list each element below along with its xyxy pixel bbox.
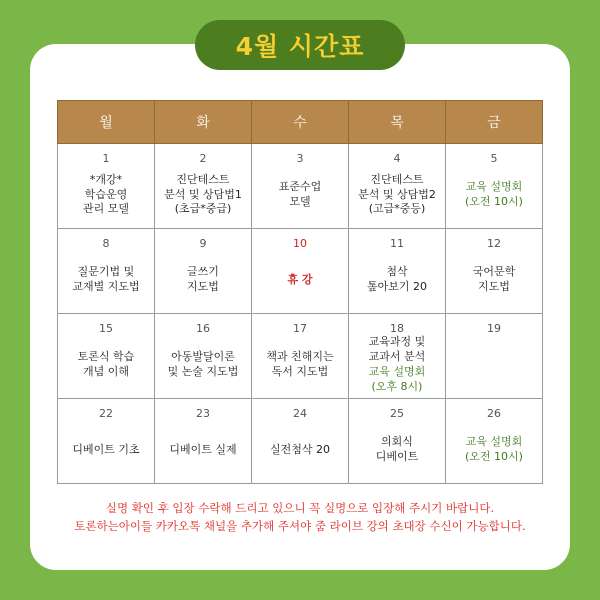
event-text: 및 논술 지도법 bbox=[167, 365, 239, 378]
event-text: *개강* bbox=[89, 172, 123, 186]
weekday-wed: 수 bbox=[252, 101, 349, 144]
day-number: 26 bbox=[487, 407, 501, 420]
day-cell bbox=[446, 144, 543, 229]
day-cell bbox=[58, 399, 155, 484]
event-text: (오전 10시) bbox=[465, 450, 523, 463]
event-text: (초급*중급) bbox=[174, 202, 232, 216]
event-text: 책과 친해지는 bbox=[266, 350, 334, 364]
event-text: 질문기법 및 bbox=[77, 265, 135, 279]
day-number: 1 bbox=[102, 152, 110, 165]
event-text: 아동발달이론 bbox=[171, 350, 235, 364]
day-number: 5 bbox=[490, 152, 498, 165]
day-number: 4 bbox=[393, 152, 401, 165]
day-number: 15 bbox=[99, 322, 113, 335]
day-number: 3 bbox=[296, 152, 304, 165]
weekday-fri: 금 bbox=[446, 101, 543, 144]
week-row bbox=[58, 144, 543, 229]
day-cell bbox=[446, 399, 543, 484]
event-text: (고급*중등) bbox=[368, 202, 426, 216]
event-text: 관리 모델 bbox=[82, 202, 129, 216]
event-text: 독서 지도법 bbox=[271, 365, 329, 378]
event-text: 토론식 학습 bbox=[77, 350, 135, 364]
schedule-body bbox=[58, 144, 543, 484]
day-cell bbox=[252, 314, 349, 399]
week-row bbox=[58, 229, 543, 314]
event-text: 의회식 bbox=[381, 435, 413, 449]
event-text: 개념 이해 bbox=[82, 365, 129, 378]
weekday-tue: 화 bbox=[155, 101, 252, 144]
day-cell bbox=[155, 399, 252, 484]
day-cell bbox=[349, 144, 446, 229]
day-number: 9 bbox=[199, 237, 207, 250]
day-number: 11 bbox=[390, 237, 404, 250]
week-row bbox=[58, 399, 543, 484]
event-text: 첨삭 bbox=[386, 265, 408, 279]
day-number: 19 bbox=[487, 322, 501, 335]
day-number: 8 bbox=[102, 237, 110, 250]
event-text: 진단테스트 bbox=[176, 172, 230, 186]
day-number: 2 bbox=[199, 152, 207, 165]
day-number: 22 bbox=[99, 407, 113, 420]
day-cell bbox=[58, 144, 155, 229]
event-text: 교육 설명회 bbox=[465, 435, 523, 449]
day-cell bbox=[155, 144, 252, 229]
day-number: 12 bbox=[487, 237, 501, 250]
day-cell bbox=[252, 229, 349, 314]
day-cell bbox=[349, 399, 446, 484]
day-number: 18 bbox=[390, 322, 404, 335]
notice-line-1: 실명 확인 후 입장 수락해 드리고 있으니 꼭 실명으로 입장해 주시기 바랍니다. bbox=[105, 501, 495, 515]
event-text: 교육 설명회 bbox=[465, 180, 523, 194]
event-text: 분석 및 상담법2 bbox=[358, 187, 436, 201]
day-cell bbox=[252, 399, 349, 484]
day-cell bbox=[155, 229, 252, 314]
day-number: 25 bbox=[390, 407, 404, 420]
day-cell bbox=[58, 314, 155, 399]
event-text: 교과서 분석 bbox=[368, 350, 426, 364]
day-cell bbox=[349, 314, 446, 399]
day-number: 10 bbox=[293, 237, 307, 250]
event-text: 모델 bbox=[289, 195, 311, 208]
event-text: 디베이트 실제 bbox=[169, 442, 237, 456]
day-number: 23 bbox=[196, 407, 210, 420]
event-text: 교육 설명회 bbox=[368, 365, 426, 378]
day-number: 16 bbox=[196, 322, 210, 335]
weekday-mon: 월 bbox=[58, 101, 155, 144]
event-text: (오전 10시) bbox=[465, 195, 523, 208]
notice-line-2: 토론하는아이들 카카오톡 채널을 추가해 주셔야 줌 라이브 강의 초대장 수신이 가능합니다. bbox=[74, 519, 526, 533]
event-text: 디베이트 기초 bbox=[72, 442, 140, 456]
schedule-table bbox=[57, 100, 543, 484]
event-text: 분석 및 상담법1 bbox=[164, 187, 242, 201]
weekday-thu: 목 bbox=[349, 101, 446, 144]
event-text: 진단테스트 bbox=[370, 172, 424, 186]
event-text: 실전첨삭 20 bbox=[270, 442, 330, 456]
day-cell bbox=[252, 144, 349, 229]
day-cell bbox=[446, 314, 543, 399]
event-text: 학습운영 bbox=[84, 187, 128, 201]
event-text: 국어문학 bbox=[472, 265, 516, 279]
event-text: 디베이트 bbox=[375, 450, 419, 463]
event-text: 글쓰기 bbox=[187, 265, 219, 279]
week-row bbox=[58, 314, 543, 399]
day-number: 24 bbox=[293, 407, 307, 420]
event-text: 교재별 지도법 bbox=[72, 280, 140, 293]
day-cell bbox=[155, 314, 252, 399]
day-cell bbox=[446, 229, 543, 314]
day-cell bbox=[349, 229, 446, 314]
event-text: 표준수업 bbox=[278, 180, 322, 194]
event-text: 지도법 bbox=[478, 280, 510, 293]
day-number: 17 bbox=[293, 322, 307, 335]
page-title: 4월 시간표 bbox=[195, 20, 405, 70]
event-text: 톺아보기 20 bbox=[367, 280, 427, 293]
weekday-header-row bbox=[58, 101, 543, 144]
event-text: 지도법 bbox=[187, 280, 219, 293]
event-text: 휴 강 bbox=[287, 272, 313, 286]
event-text: 교육과정 및 bbox=[368, 335, 426, 349]
event-text: (오후 8시) bbox=[371, 379, 423, 393]
day-cell bbox=[58, 229, 155, 314]
